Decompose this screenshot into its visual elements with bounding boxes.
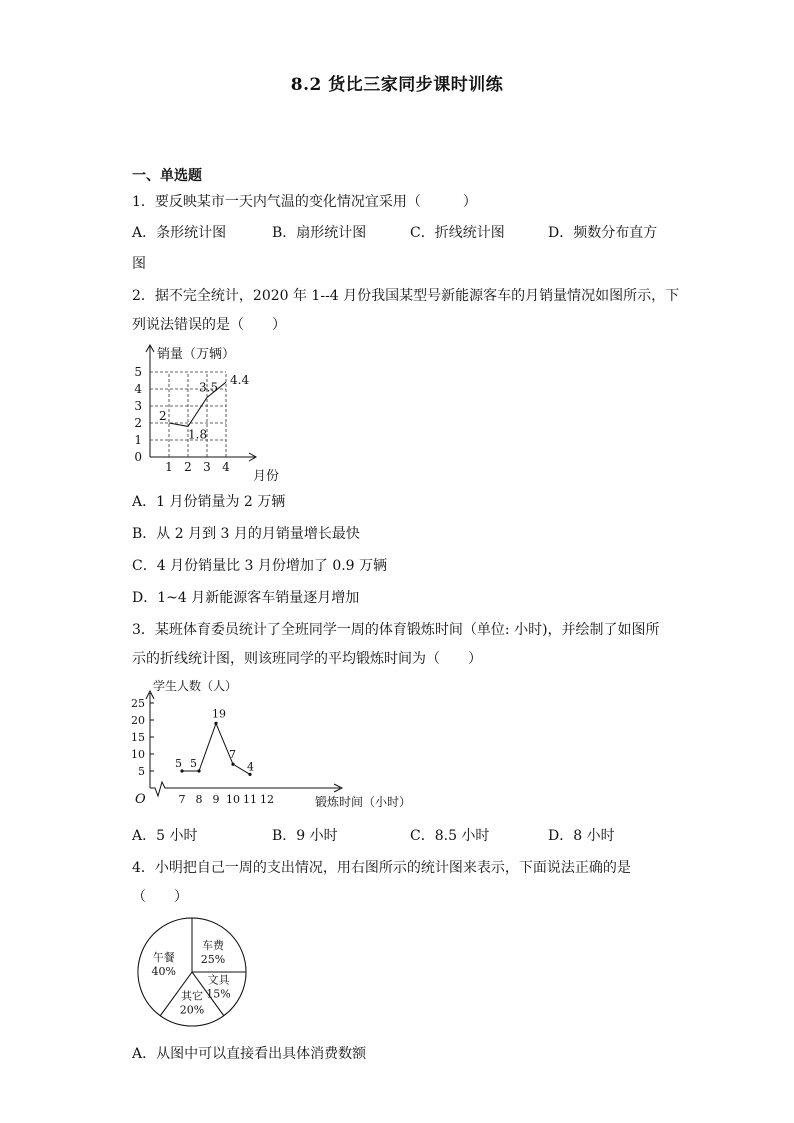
q3-stem-line2: 示的折线统计图，则该班同学的平均锻炼时间为（ ） <box>132 651 482 667</box>
q2-option-c[interactable]: C．4 月份销量比 3 月份增加了 0.9 万辆 <box>132 558 388 574</box>
data-label: 5 <box>190 757 197 770</box>
q3-option-d[interactable]: D．8 小时 <box>548 828 615 844</box>
y-tick-label: 3 <box>134 399 142 413</box>
y-tick-label: 5 <box>138 765 145 778</box>
q4-stem-line2: （ ） <box>132 889 188 905</box>
q2-stem-line1: 2．据不完全统计，2020 年 1--4 月份我国某型号新能源客车的月销量情况如图所示，下 <box>132 288 680 304</box>
q1-stem: 1．要反映某市一天内气温的变化情况宜采用（ ） <box>132 194 477 210</box>
y-tick-label: 5 <box>134 365 142 379</box>
x-tick-label: 7 <box>178 793 186 806</box>
q1-option-d-wrap: 图 <box>132 256 146 272</box>
q1-option-b[interactable]: B．扇形统计图 <box>272 225 367 241</box>
data-label: 1.8 <box>188 427 208 442</box>
y-axis-title: 销量（万辆） <box>157 347 236 362</box>
q2-option-a[interactable]: A．1 月份销量为 2 万辆 <box>132 494 286 510</box>
section-heading: 一、单选题 <box>132 168 202 184</box>
q3-option-b[interactable]: B．9 小时 <box>272 828 338 844</box>
q3-option-a[interactable]: A．5 小时 <box>132 828 198 844</box>
slice-label: 午餐 <box>152 950 175 964</box>
x-tick-label: 1 <box>165 460 173 474</box>
slice-label: 其它 <box>181 989 203 1003</box>
data-point <box>197 769 200 772</box>
q4-option-a[interactable]: A．从图中可以直接看出具体消费数额 <box>132 1046 367 1062</box>
q2-option-b[interactable]: B．从 2 月到 3 月的月销量增长最快 <box>132 526 360 542</box>
q2-stem-line2: 列说法错误的是（ ） <box>132 317 286 333</box>
expense-pie-chart <box>125 912 265 1037</box>
y-tick-label: 25 <box>131 697 145 710</box>
origin-label: O <box>135 792 146 807</box>
q2-option-d[interactable]: D．1~4 月新能源客车销量逐月增加 <box>132 590 360 606</box>
data-point <box>231 763 234 766</box>
x-tick-label: 2 <box>184 460 192 474</box>
x-tick-label: 11 <box>243 793 257 806</box>
data-point <box>214 722 217 725</box>
x-tick-label: 4 <box>222 460 230 474</box>
data-label: 4 <box>247 760 254 774</box>
q3-option-c[interactable]: C．8.5 小时 <box>410 828 490 844</box>
y-axis-title: 学生人数（人） <box>153 679 238 693</box>
x-tick-label: 12 <box>260 793 274 806</box>
data-label: 4.4 <box>230 373 250 388</box>
y-tick-label: 10 <box>131 748 145 761</box>
q1-option-a[interactable]: A．条形统计图 <box>132 225 227 241</box>
x-tick-label: 8 <box>195 793 203 806</box>
data-label: 3.5 <box>199 380 219 395</box>
y-tick-label: 1 <box>134 433 142 447</box>
x-tick-label: 3 <box>203 460 211 474</box>
x-axis-title: 月份 <box>253 469 280 484</box>
data-label: 5 <box>175 757 182 770</box>
x-axis-title: 锻炼时间（小时） <box>315 795 412 809</box>
y-tick-label: 2 <box>134 416 142 430</box>
data-label: 19 <box>212 707 226 721</box>
data-label: 2 <box>159 409 167 423</box>
slice-value-label: 15% <box>206 987 231 1001</box>
y-tick-label: 4 <box>134 382 142 396</box>
q3-stem-line1: 3．某班体育委员统计了全班同学一周的体育锻炼时间（单位: 小时)，并绘制了如图所 <box>132 622 660 638</box>
q4-stem-line1: 4．小明把自己一周的支出情况，用右图所示的统计图来表示，下面说法正确的是 <box>132 860 631 876</box>
page-title: 8.2 货比三家同步课时训练 <box>290 75 504 95</box>
sales-line-chart <box>125 340 295 490</box>
slice-label: 文具 <box>207 973 230 987</box>
y-tick-label: 15 <box>131 731 145 744</box>
slice-value-label: 20% <box>179 1003 205 1017</box>
q1-option-c[interactable]: C．折线统计图 <box>410 225 505 241</box>
x-tick-label: 10 <box>226 793 240 806</box>
slice-label: 车费 <box>202 938 225 952</box>
data-label: 7 <box>229 748 236 762</box>
q1-option-d[interactable]: D．频数分布直方 <box>548 225 658 241</box>
slice-value-label: 40% <box>151 964 176 978</box>
x-tick-label: 9 <box>212 793 220 806</box>
slice-value-label: 25% <box>200 952 226 966</box>
y-tick-label: 20 <box>131 714 145 727</box>
exercise-line-chart <box>125 675 425 815</box>
y-tick-label: 0 <box>134 450 142 464</box>
